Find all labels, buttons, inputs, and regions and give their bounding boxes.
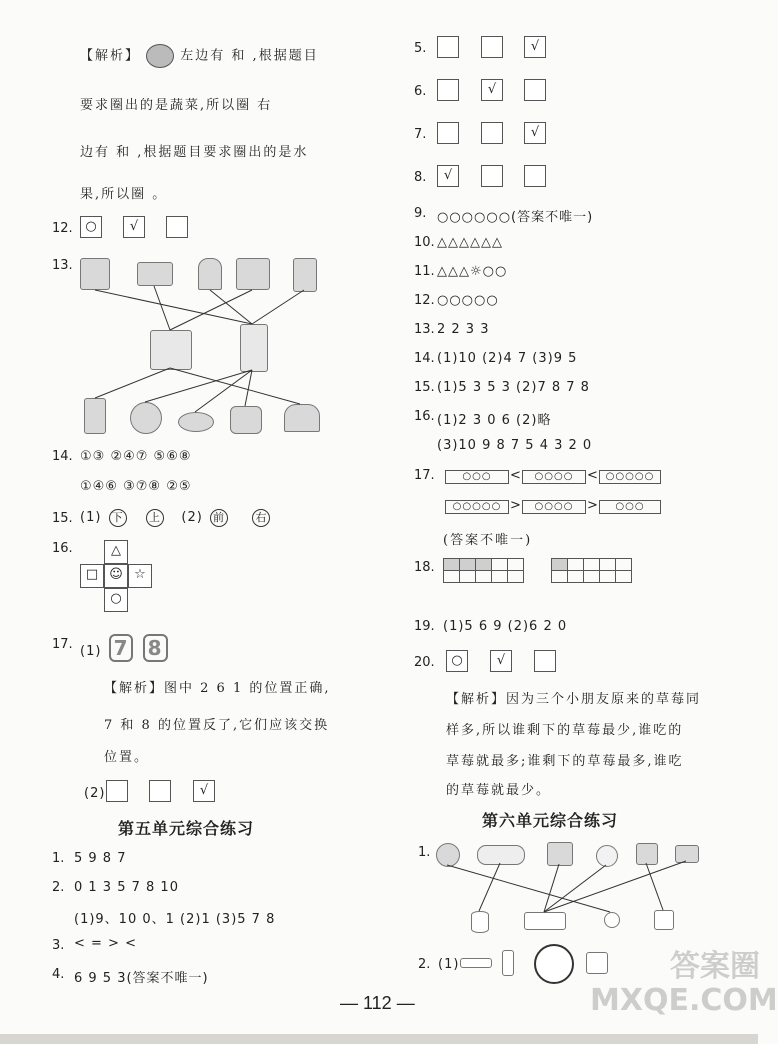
unit5-q2-answer: 0 1 3 5 7 8 10 — [74, 880, 179, 895]
net-right: ☆ — [128, 564, 152, 588]
q17-box-3: √ — [193, 780, 215, 802]
q14-row-2: ①④⑥ ③⑦⑧ ②⑤ — [80, 479, 192, 494]
r20-box-1: ○ — [446, 650, 468, 672]
r20-analysis-line-4: 的草莓就最少。 — [446, 783, 552, 798]
unit5-q4-number: 4. — [52, 967, 65, 982]
r13-number: 13. — [414, 322, 435, 337]
r15-answer: (1)5 3 5 3 (2)7 8 7 8 — [437, 380, 590, 395]
unit5-q1-number: 1. — [52, 851, 65, 866]
r6-box-2: √ — [481, 79, 503, 101]
q12-box-2: √ — [123, 216, 145, 238]
q17-part1: (1) 7 8 — [80, 634, 170, 662]
r17-bar-2b: ○○○○ — [522, 500, 586, 514]
r5-number: 5. — [414, 41, 427, 56]
page-number: — 112 — — [340, 993, 415, 1013]
q14-row-1: ①③ ②④⑦ ⑤⑥⑧ — [80, 449, 192, 464]
r7-box-3: √ — [524, 122, 546, 144]
unit5-q3-number: 3. — [52, 938, 65, 953]
q17-number: 17. — [52, 637, 73, 652]
r17-number: 17. — [414, 468, 435, 483]
analysis-line-2: 要求圈出的是蔬菜,所以圈 右 — [80, 98, 273, 113]
r18-number: 18. — [414, 560, 435, 575]
digit-7-circled: 7 — [109, 634, 134, 662]
r7-number: 7. — [414, 127, 427, 142]
unit5-q2-number: 2. — [52, 880, 65, 895]
unit5-q1-answer: 5 9 8 7 — [74, 851, 127, 866]
r10-answer: △△△△△△ — [437, 235, 503, 250]
r14-number: 14. — [414, 351, 435, 366]
r17-sign-2b: > — [587, 498, 599, 513]
analysis-line-3: 边有 和 ,根据题目要求圈出的是水 — [80, 145, 309, 160]
r5-box-3: √ — [524, 36, 546, 58]
net-center: ☺ — [104, 564, 128, 588]
circled-shang: 上 — [146, 509, 164, 527]
digit-8-circled: 8 — [143, 634, 168, 662]
q16-number: 16. — [52, 541, 73, 556]
r19-number: 19. — [414, 619, 435, 634]
r17-sign-2a: > — [510, 498, 522, 513]
r17-bar-2c: ○○○ — [599, 500, 661, 514]
r17-bar-1a: ○○○ — [445, 470, 509, 484]
flat-prism-shape — [460, 958, 492, 968]
q14-number: 14. — [52, 449, 73, 464]
r20-number: 20. — [414, 655, 435, 670]
r17-sign-1a: < — [510, 468, 522, 483]
circled-you: 右 — [252, 509, 270, 527]
q13-number: 13. — [52, 258, 73, 273]
r11-answer: △△△☼○○ — [437, 264, 508, 279]
r10-number: 10. — [414, 235, 435, 250]
circled-cube-shape — [534, 944, 574, 984]
unit6-title: 第六单元综合练习 — [482, 811, 619, 830]
unit5-q2-subanswer: (1)9、10 0、1 (2)1 (3)5 7 8 — [74, 912, 276, 927]
analysis-line-1: 【解析】 左边有 和 ,根据题目 — [80, 44, 319, 68]
unit6-q2-number: 2. — [418, 957, 431, 972]
r11-number: 11. — [414, 264, 435, 279]
net-bottom: ○ — [104, 588, 128, 612]
r9-answer: ○○○○○○(答案不唯一) — [437, 210, 594, 225]
net-left: □ — [80, 564, 104, 588]
r13-answer: 2 2 3 3 — [437, 322, 490, 337]
r17-note: (答案不唯一) — [443, 533, 533, 548]
q12-box-1: ○ — [80, 216, 102, 238]
r20-analysis-line-3: 草莓就最多;谁剩下的草莓最多,谁吃 — [446, 754, 684, 769]
q12-number: 12. — [52, 221, 73, 236]
r8-number: 8. — [414, 170, 427, 185]
unit5-title: 第五单元综合练习 — [118, 819, 255, 838]
q17-analysis-line-2: 7 和 8 的位置反了,它们应该交换 — [104, 718, 330, 733]
circled-qian: 前 — [210, 509, 228, 527]
bottom-edge — [0, 1034, 758, 1044]
r12-answer: ○○○○○ — [437, 293, 499, 308]
r20-analysis-line-2: 样多,所以谁剩下的草莓最少,谁吃的 — [446, 723, 684, 738]
q17-analysis-line-3: 位置。 — [104, 750, 150, 765]
r15-number: 15. — [414, 380, 435, 395]
watermark: 答案圈 MXQE.COM — [590, 949, 778, 1018]
r20-box-2: √ — [490, 650, 512, 672]
unit6-q2-part1: (1) — [438, 957, 460, 972]
r17-bar-2a: ○○○○○ — [445, 500, 509, 514]
r6-number: 6. — [414, 84, 427, 99]
unit6-q1-number: 1. — [418, 845, 431, 860]
r8-box-1: √ — [437, 165, 459, 187]
unit5-q3-answer: < = > < — [74, 936, 137, 951]
r17-bar-1b: ○○○○ — [522, 470, 586, 484]
q17-part2-label: (2) — [84, 786, 106, 801]
net-top: △ — [104, 540, 128, 564]
circled-xia: 下 — [109, 509, 127, 527]
r12-number: 12. — [414, 293, 435, 308]
r20-analysis-line-1: 【解析】因为三个小朋友原来的草莓同 — [446, 692, 702, 707]
r19-answer: (1)5 6 9 (2)6 2 0 — [443, 619, 568, 634]
tall-prism-shape — [502, 950, 514, 976]
r9-number: 9. — [414, 206, 427, 221]
r17-sign-1b: < — [587, 468, 599, 483]
r17-bar-1c: ○○○○○ — [599, 470, 661, 484]
q15-number: 15. — [52, 511, 73, 526]
unit5-q4-answer: 6 9 5 3(答案不唯一) — [74, 971, 209, 986]
r16-number: 16. — [414, 409, 435, 424]
q17-analysis-line-1: 【解析】图中 2 6 1 的位置正确, — [104, 681, 331, 696]
q15-answer: (1) 下 上 (2) 前 右 — [80, 509, 272, 527]
r16-answer-3: (3)10 9 8 7 5 4 3 2 0 — [437, 438, 593, 453]
r16-answer: (1)2 3 0 6 (2)略 — [437, 413, 552, 428]
r14-answer: (1)10 (2)4 7 (3)9 5 — [437, 351, 578, 366]
analysis-line-4: 果,所以圈 。 — [80, 187, 168, 202]
